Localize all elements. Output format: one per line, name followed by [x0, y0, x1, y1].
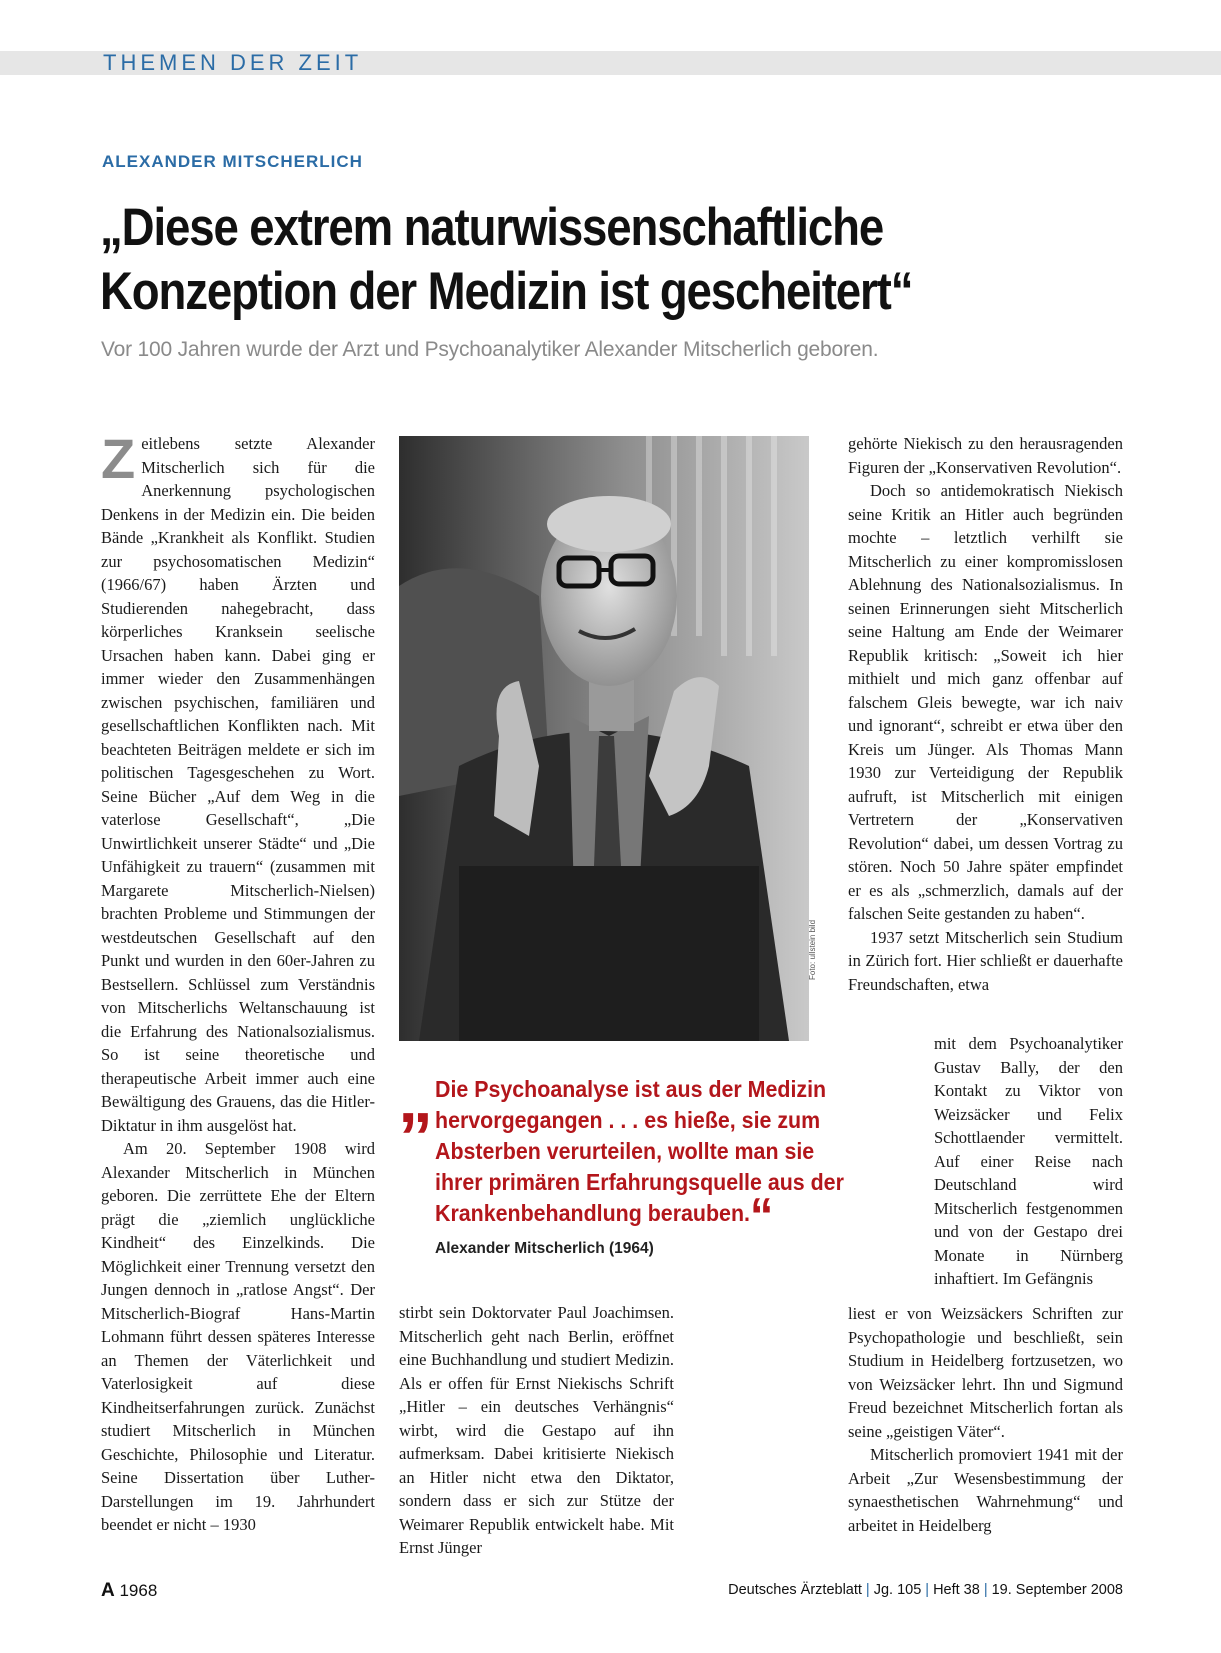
headline-line-2: Konzeption der Medizin ist gescheitert“	[100, 262, 913, 321]
text-column-2	[399, 1301, 674, 1559]
pullquote-open-mark: „	[398, 1059, 433, 1137]
pullquote-source: Alexander Mitscherlich (1964)	[435, 1240, 654, 1257]
pullquote-body: Die Psychoanalyse ist aus der Medizin hervorgegangen . . . es hieße, sie zum Absterben verurteilen, wollte man sie ihrer primären Erfahrungsquelle aus der Krankenbehandlung berauben.	[435, 1076, 844, 1226]
text-column-3-top	[848, 432, 1123, 1032]
paragraph: Am 20. September 1908 wird Alexander Mitscherlich in München geboren. Die zerrüttete Ehe der Eltern prägt die „ziemlich unglückliche Kindheit“ des Einzelkinds. Die Möglichkeit einer Trennung versetzt den Jungen dennoch in „ratlose Angst“. Der Mitscherlich-Biograf Hans-Martin Lohmann führt dessen späteres Interesse an Themen der Väterlichkeit und Vaterlosigkeit auf diese Kindheitserfahrungen zurück. Zunächst studiert Mitscherlich in München Geschichte, Philosophie und Literatur. Seine Dissertation über Luther-Darstellungen im 19. Jahrhundert beendet er nicht – 1930	[101, 1139, 375, 1534]
page-folio	[101, 1580, 157, 1602]
paragraph: Mitscherlich promoviert 1941 mit der Arbeit „Zur Wesensbestimmung der synaesthetischen Wahrnehmung“ und arbeitet in Heidelberg	[848, 1445, 1123, 1535]
headline-line-1: „Diese extrem naturwissenschaftliche	[100, 198, 884, 257]
text-column-3-narrow	[934, 1032, 1123, 1302]
article-kicker: ALEXANDER MITSCHERLICH	[102, 152, 363, 171]
paragraph: gehörte Niekisch zu den herausragenden Figuren der „Konservativen Revolution“.	[848, 434, 1123, 477]
paragraph: liest er von Weizsäckers Schriften zur Psychopathologie und beschließt, sein Studium in Heidelberg fortzusetzen, wo von Weizsäcker lehrt. Ihn und Sigmund Freud bezeichnet Mitscherlich fortan als seine „geistigen Väter“.	[848, 1304, 1123, 1441]
separator: |	[865, 1582, 870, 1598]
text-column-1	[101, 432, 375, 1557]
journal-issue: Heft 38	[933, 1582, 980, 1598]
pullquote-close-mark: “	[749, 1188, 774, 1244]
article-headline	[100, 196, 1029, 324]
section-label: THEMEN DER ZEIT	[103, 50, 363, 75]
paragraph	[101, 432, 375, 1137]
portrait-photo-image	[399, 436, 809, 1041]
portrait-photo	[399, 436, 809, 1041]
page-prefix: A	[101, 1580, 115, 1601]
journal-footer	[728, 1582, 1123, 1598]
paragraph: mit dem Psychoanalytiker Gustav Bally, der den Kontakt zu Viktor von Weizsäcker und Felix Schottlaender vermittelt. Auf einer Reise nach Deutschland wird Mitscherlich festgenommen und von der Gestapo drei Monate in Nürnberg inhaftiert. Im Gefängnis	[934, 1034, 1123, 1288]
paragraph: 1937 setzt Mitscherlich sein Studium in Zürich fort. Hier schließt er dauerhafte Freundschaften, etwa	[848, 927, 1123, 994]
photo-credit: Foto: ullstein bild	[808, 919, 817, 980]
drop-cap: Z	[101, 432, 136, 490]
page-number: 1968	[119, 1581, 158, 1600]
paragraph: stirbt sein Doktorvater Paul Joachimsen. Mitscherlich geht nach Berlin, eröffnet eine Buchhandlung und studiert Medizin. Als er offen für Ernst Niekischs Schrift „Hitler – ein deutsches Verhängnis“ wirbt, wird die Gestapo auf ihn aufmerksam. Dabei kritisierte Niekisch an Hitler nicht etwa den Diktator, sondern dass er sich zur Stütze der Weimarer Republik entwickelt habe. Mit Ernst Jünger	[399, 1303, 674, 1557]
separator: |	[983, 1582, 988, 1598]
journal-volume: Jg. 105	[873, 1582, 922, 1598]
journal-name: Deutsches Ärzteblatt	[728, 1582, 862, 1598]
paragraph-text: eitlebens setzte Alexander Mitscherlich sich für die Anerkennung psychologischen Denkens in der Medizin ein. Die beiden Bände „Krankheit als Konflikt. Studien zur psychosomatischen Medizin“ (1966/67) haben Ärzten und Studierenden nahegebracht, dass körperliches Kranksein seelische Ursachen haben kann. Dabei ging er immer wieder den Zusammenhängen zwischen psychischen, familiären und gesellschaftlichen Konflikten nach. Mit beachteten Beiträgen meldete er sich im politischen Tagesgeschehen zu Wort. Seine Bücher „Auf dem Weg in die vaterlose Gesellschaft“, „Die Unwirtlichkeit unserer Städte“ und „Die Unfähigkeit zu trauern“ (zusammen mit Margarete Mitscherlich-Nielsen) brachten Probleme und Stimmungen der westdeutschen Gesellschaft auf den Punkt und wurden in den 60er-Jahren zu Bestsellern. Schlüssel zum Verständnis von Mitscherlichs Weltanschauung ist die Erfahrung des Nationalsozialismus. So ist seine theoretische und therapeutische Arbeit immer auch eine Bewältigung des Grauens, das die Hitler-Diktatur in ihm ausgelöst hat.	[101, 434, 375, 1135]
separator: |	[925, 1582, 930, 1598]
text-column-3-bottom	[848, 1302, 1123, 1560]
paragraph: Doch so antidemokratisch Niekisch seine Kritik an Hitler auch begründen mochte – letztlich verhilft sie Mitscherlich zu einer kompromisslosen Ablehnung des Nationalsozialismus. In seinen Erinnerungen sieht Mitscherlich seine Haltung am Ende der Weimarer Republik kritisch: „Soweit ich hier mithielt und mich ganz offenbar auf falschem Gleis bewegte, war ich naiv und ignorant“, schreibt er etwa über den Kreis um Jünger. Als Thomas Mann 1930 zur Verteidigung der Republik aufruft, ist Mitscherlich mit einigen Vertretern der „Konservativen Revolution“ dabei, um dessen Vortrag zu stören. Noch 50 Jahre später empfindet er es als „schmerzlich, damals auf der falschen Seite gestanden zu haben“.	[848, 481, 1123, 923]
journal-date: 19. September 2008	[991, 1582, 1123, 1598]
pullquote-text	[435, 1074, 863, 1244]
article-subline: Vor 100 Jahren wurde der Arzt und Psychoanalytiker Alexander Mitscherlich geboren.	[101, 338, 879, 361]
